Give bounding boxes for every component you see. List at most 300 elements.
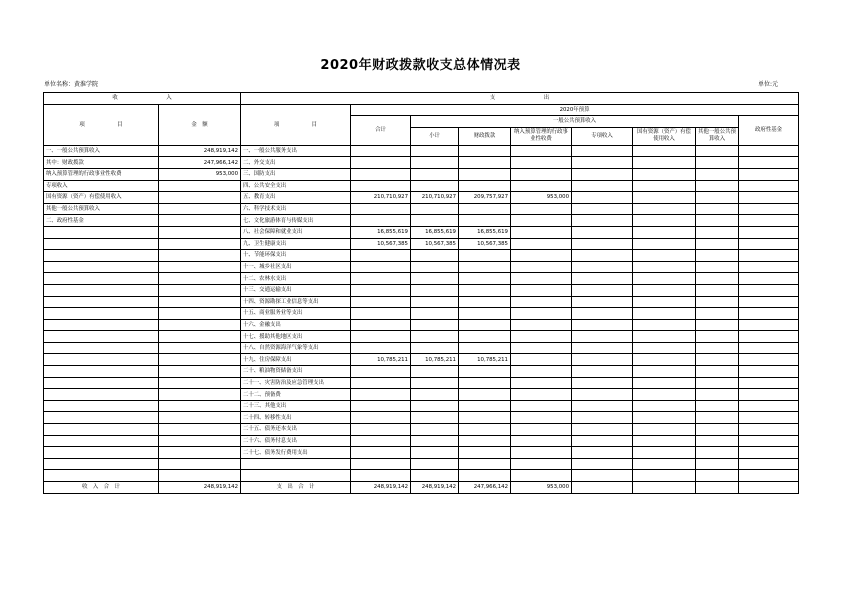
subtotal-cell — [411, 342, 459, 354]
admin-fee-cell — [511, 145, 572, 157]
state-asset-cell — [633, 238, 696, 250]
gov-fund-cell — [739, 412, 799, 424]
table-row — [44, 250, 799, 262]
total-cell — [351, 250, 411, 262]
fiscal-cell — [459, 319, 511, 331]
other-general-cell — [696, 319, 739, 331]
fiscal-cell — [459, 145, 511, 157]
special-cell — [572, 331, 633, 343]
table-row — [44, 458, 799, 470]
other-general-cell — [696, 424, 739, 436]
state-asset-cell — [633, 308, 696, 320]
admin-fee-cell — [511, 331, 572, 343]
income-amount-cell: 953,000 — [159, 168, 241, 180]
income-amount-cell — [159, 250, 241, 262]
gov-fund-cell — [739, 354, 799, 366]
state-asset-cell — [633, 377, 696, 389]
table-row — [44, 435, 799, 447]
total-cell — [351, 342, 411, 354]
table-row — [44, 331, 799, 343]
other-general-cell — [696, 273, 739, 285]
table-row — [44, 377, 799, 389]
income-item-cell — [44, 389, 159, 401]
other-general-cell — [696, 435, 739, 447]
subtotal-cell — [411, 296, 459, 308]
table-row — [44, 215, 799, 227]
other-general-cell — [696, 447, 739, 459]
fiscal-cell — [459, 308, 511, 320]
gov-fund-cell — [739, 319, 799, 331]
special-cell — [572, 447, 633, 459]
subtotal-cell — [411, 435, 459, 447]
admin-fee-cell — [511, 447, 572, 459]
special-cell — [572, 296, 633, 308]
special-cell — [572, 203, 633, 215]
total-cell — [351, 180, 411, 192]
other-general-cell — [696, 284, 739, 296]
income-item-cell — [44, 331, 159, 343]
special-cell — [572, 273, 633, 285]
fiscal-cell — [459, 273, 511, 285]
table-cell — [572, 482, 633, 494]
admin-fee-cell — [511, 435, 572, 447]
state-asset-cell — [633, 203, 696, 215]
expense-item-cell: 四、公共安全支出 — [241, 180, 351, 192]
other-general-cell — [696, 354, 739, 366]
total-cell — [351, 424, 411, 436]
table-row — [44, 261, 799, 273]
fiscal-cell: 10,785,211 — [459, 354, 511, 366]
admin-fee-cell — [511, 412, 572, 424]
fiscal-cell — [459, 377, 511, 389]
special-cell — [572, 215, 633, 227]
total-cell: 210,710,927 — [351, 192, 411, 204]
expense-item-cell: 二十五、债务还本支出 — [241, 424, 351, 436]
table-cell — [696, 482, 739, 494]
admin-fee-cell — [511, 424, 572, 436]
income-item-cell — [44, 400, 159, 412]
expense-item-cell: 二十一、灾害防治及应急管理支出 — [241, 377, 351, 389]
gov-fund-cell — [739, 447, 799, 459]
gov-fund-cell — [739, 366, 799, 378]
table-row — [44, 203, 799, 215]
unit-label: 单位:元 — [758, 81, 779, 88]
total-cell: 10,567,385 — [351, 238, 411, 250]
admin-fee-cell — [511, 342, 572, 354]
income-item-cell: 其中：财政拨款 — [44, 157, 159, 169]
expense-item-cell — [241, 458, 351, 470]
total-cell — [351, 145, 411, 157]
other-general-cell — [696, 226, 739, 238]
expense-item-cell: 十六、金融支出 — [241, 319, 351, 331]
income-item-cell — [44, 273, 159, 285]
subtotal-cell: 10,567,385 — [411, 238, 459, 250]
gov-fund-cell — [739, 458, 799, 470]
fiscal-cell — [459, 470, 511, 482]
expense-item-cell: 二、外交支出 — [241, 157, 351, 169]
total-cell — [351, 308, 411, 320]
gov-fund-cell — [739, 145, 799, 157]
state-asset-cell — [633, 296, 696, 308]
state-asset-cell — [633, 412, 696, 424]
total-cell: 10,785,211 — [351, 354, 411, 366]
subtotal-cell — [411, 273, 459, 285]
subtotal-cell — [411, 168, 459, 180]
table-row — [44, 400, 799, 412]
total-cell — [351, 458, 411, 470]
income-item-cell — [44, 447, 159, 459]
expense-item-cell: 十八、自然资源海洋气象等支出 — [241, 342, 351, 354]
subtotal-cell — [411, 250, 459, 262]
state-asset-header: 国有资源（资产）有偿使用收入 — [633, 127, 696, 145]
gov-fund-header: 政府性基金 — [739, 116, 799, 146]
gov-fund-cell — [739, 342, 799, 354]
fiscal-cell — [459, 424, 511, 436]
income-item-cell — [44, 458, 159, 470]
subtotal-cell — [411, 319, 459, 331]
total-cell: 16,855,619 — [351, 226, 411, 238]
income-amount-cell — [159, 273, 241, 285]
special-cell — [572, 424, 633, 436]
income-amount-cell — [159, 215, 241, 227]
state-asset-cell — [633, 319, 696, 331]
gov-fund-cell — [739, 389, 799, 401]
income-amount-cell — [159, 435, 241, 447]
total-cell — [351, 319, 411, 331]
table-row — [44, 192, 799, 204]
fiscal-cell — [459, 168, 511, 180]
table-row — [44, 226, 799, 238]
fiscal-cell — [459, 342, 511, 354]
total-cell — [351, 273, 411, 285]
gov-fund-cell — [739, 400, 799, 412]
state-asset-cell — [633, 226, 696, 238]
special-cell — [572, 250, 633, 262]
subtotal-cell — [411, 400, 459, 412]
income-item-cell — [44, 366, 159, 378]
income-item-cell — [44, 319, 159, 331]
subtotal-cell: 16,855,619 — [411, 226, 459, 238]
gov-fund-cell — [739, 168, 799, 180]
table-row — [44, 273, 799, 285]
total-cell — [351, 377, 411, 389]
table-row — [44, 168, 799, 180]
other-general-cell — [696, 342, 739, 354]
other-general-cell — [696, 180, 739, 192]
table-footer — [44, 482, 799, 494]
table-row — [44, 389, 799, 401]
special-cell — [572, 308, 633, 320]
income-item-cell: 一、一般公共预算收入 — [44, 145, 159, 157]
other-general-cell — [696, 168, 739, 180]
expense-total-value: 248,919,142 — [351, 482, 411, 494]
fiscal-cell — [459, 331, 511, 343]
special-cell — [572, 192, 633, 204]
income-item-header: 项 目 — [44, 104, 159, 145]
admin-fee-cell — [511, 261, 572, 273]
other-general-cell — [696, 308, 739, 320]
expense-total-label: 支 出 合 计 — [241, 482, 351, 494]
other-general-cell — [696, 238, 739, 250]
expense-item-cell: 十二、农林水支出 — [241, 273, 351, 285]
state-asset-cell — [633, 215, 696, 227]
state-asset-cell — [633, 342, 696, 354]
special-cell — [572, 238, 633, 250]
gov-fund-cell — [739, 308, 799, 320]
other-general-cell — [696, 261, 739, 273]
table-row — [44, 308, 799, 320]
other-general-cell — [696, 366, 739, 378]
income-amount-cell — [159, 192, 241, 204]
total-cell — [351, 435, 411, 447]
gov-fund-cell — [739, 331, 799, 343]
fiscal-header: 财政拨款 — [459, 127, 511, 145]
other-general-cell — [696, 192, 739, 204]
special-cell — [572, 470, 633, 482]
income-amount-cell — [159, 377, 241, 389]
expense-item-cell: 九、卫生健康支出 — [241, 238, 351, 250]
fiscal-cell — [459, 250, 511, 262]
gov-fund-cell — [739, 157, 799, 169]
gov-fund-cell — [739, 192, 799, 204]
admin-fee-cell — [511, 273, 572, 285]
state-asset-cell — [633, 284, 696, 296]
fiscal-cell — [459, 180, 511, 192]
subtotal-cell — [411, 424, 459, 436]
gov-fund-cell — [739, 296, 799, 308]
subtotal-cell — [411, 261, 459, 273]
table-row — [44, 157, 799, 169]
expense-item-cell: 十五、商业服务业等支出 — [241, 308, 351, 320]
subtotal-cell — [411, 447, 459, 459]
table-cell — [739, 482, 799, 494]
special-cell — [572, 458, 633, 470]
state-asset-cell — [633, 261, 696, 273]
state-asset-cell — [633, 424, 696, 436]
expense-item-cell: 七、文化旅游体育与传媒支出 — [241, 215, 351, 227]
total-cell — [351, 215, 411, 227]
total-cell — [351, 447, 411, 459]
table-header — [44, 93, 799, 146]
special-cell — [572, 284, 633, 296]
total-cell — [351, 331, 411, 343]
special-cell — [572, 145, 633, 157]
gov-fund-cell — [739, 203, 799, 215]
admin-fee-cell — [511, 226, 572, 238]
table-row — [44, 238, 799, 250]
other-general-cell — [696, 215, 739, 227]
state-asset-cell — [633, 366, 696, 378]
total-cell — [351, 157, 411, 169]
income-amount-cell — [159, 342, 241, 354]
gov-fund-cell — [739, 470, 799, 482]
income-amount-cell — [159, 400, 241, 412]
total-cell — [351, 389, 411, 401]
subtotal-header: 小计 — [411, 127, 459, 145]
state-asset-cell — [633, 400, 696, 412]
other-general-cell — [696, 157, 739, 169]
total-cell — [351, 366, 411, 378]
special-cell — [572, 412, 633, 424]
admin-fee-cell — [511, 238, 572, 250]
income-item-cell — [44, 470, 159, 482]
fiscal-cell — [459, 447, 511, 459]
special-cell — [572, 435, 633, 447]
other-general-cell — [696, 145, 739, 157]
expense-item-cell: 二十七、债务发行费用支出 — [241, 447, 351, 459]
income-item-cell — [44, 308, 159, 320]
subtotal-cell — [411, 284, 459, 296]
income-item-cell — [44, 284, 159, 296]
fiscal-cell — [459, 400, 511, 412]
table-row — [44, 354, 799, 366]
income-amount-cell — [159, 447, 241, 459]
special-cell — [572, 180, 633, 192]
income-amount-cell — [159, 308, 241, 320]
admin-fee-header: 纳入预算管理的行政事业性收费 — [511, 127, 572, 145]
other-general-cell — [696, 470, 739, 482]
admin-fee-cell — [511, 180, 572, 192]
total-header: 合计 — [351, 116, 411, 146]
admin-fee-cell — [511, 377, 572, 389]
state-asset-cell — [633, 389, 696, 401]
fiscal-cell — [459, 203, 511, 215]
admin-fee-cell — [511, 470, 572, 482]
income-item-cell: 专项收入 — [44, 180, 159, 192]
other-general-cell — [696, 377, 739, 389]
subtotal-cell — [411, 180, 459, 192]
gov-fund-cell — [739, 238, 799, 250]
subtotal-cell — [411, 389, 459, 401]
income-item-cell — [44, 435, 159, 447]
subtotal-cell — [411, 412, 459, 424]
admin-fee-cell — [511, 366, 572, 378]
expense-item-cell: 十九、住房保障支出 — [241, 354, 351, 366]
income-amount-cell — [159, 319, 241, 331]
income-amount-cell: 248,919,142 — [159, 145, 241, 157]
admin-fee-cell — [511, 354, 572, 366]
subtotal-cell — [411, 331, 459, 343]
subtotal-cell: 10,785,211 — [411, 354, 459, 366]
subtotal-cell — [411, 470, 459, 482]
income-item-cell — [44, 250, 159, 262]
income-item-cell — [44, 354, 159, 366]
subtotal-cell — [411, 308, 459, 320]
expense-admin-fee-value: 953,000 — [511, 482, 572, 494]
admin-fee-cell: 953,000 — [511, 192, 572, 204]
fiscal-cell: 10,567,385 — [459, 238, 511, 250]
fiscal-cell — [459, 458, 511, 470]
total-cell — [351, 284, 411, 296]
table-row — [44, 412, 799, 424]
admin-fee-cell — [511, 168, 572, 180]
income-item-cell — [44, 238, 159, 250]
subtotal-cell — [411, 215, 459, 227]
state-asset-cell — [633, 168, 696, 180]
other-general-cell — [696, 400, 739, 412]
income-item-cell — [44, 342, 159, 354]
fiscal-cell: 16,855,619 — [459, 226, 511, 238]
fiscal-cell — [459, 296, 511, 308]
income-amount-cell — [159, 412, 241, 424]
expense-item-cell: 五、教育支出 — [241, 192, 351, 204]
expense-item-cell: 二十六、债务付息支出 — [241, 435, 351, 447]
fiscal-cell — [459, 215, 511, 227]
admin-fee-cell — [511, 203, 572, 215]
income-amount-cell — [159, 203, 241, 215]
gov-fund-cell — [739, 180, 799, 192]
income-amount-cell — [159, 470, 241, 482]
income-item-cell — [44, 424, 159, 436]
table-row — [44, 447, 799, 459]
table-row — [44, 424, 799, 436]
state-asset-cell — [633, 458, 696, 470]
income-amount-cell — [159, 180, 241, 192]
gov-fund-cell — [739, 377, 799, 389]
table-row — [44, 145, 799, 157]
income-total-label: 收 入 合 计 — [44, 482, 159, 494]
fiscal-cell — [459, 389, 511, 401]
special-header: 专项收入 — [572, 127, 633, 145]
expense-item-cell: 一、一般公共服务支出 — [241, 145, 351, 157]
total-cell — [351, 168, 411, 180]
income-amount-cell — [159, 354, 241, 366]
income-item-cell: 其他一般公共预算收入 — [44, 203, 159, 215]
income-header: 收 入 — [44, 93, 241, 105]
admin-fee-cell — [511, 284, 572, 296]
gov-fund-cell — [739, 273, 799, 285]
gov-fund-cell — [739, 261, 799, 273]
special-cell — [572, 377, 633, 389]
income-amount-cell — [159, 366, 241, 378]
subtotal-cell — [411, 203, 459, 215]
table-cell — [633, 482, 696, 494]
total-cell — [351, 400, 411, 412]
expense-item-cell — [241, 470, 351, 482]
admin-fee-cell — [511, 250, 572, 262]
state-asset-cell — [633, 180, 696, 192]
expense-item-cell: 六、科学技术支出 — [241, 203, 351, 215]
income-item-cell — [44, 296, 159, 308]
state-asset-cell — [633, 447, 696, 459]
gov-fund-cell — [739, 215, 799, 227]
state-asset-cell — [633, 145, 696, 157]
state-asset-cell — [633, 354, 696, 366]
special-cell — [572, 366, 633, 378]
expense-header: 支 出 — [241, 93, 799, 105]
income-amount-cell — [159, 284, 241, 296]
subtotal-cell — [411, 458, 459, 470]
table-row — [44, 180, 799, 192]
special-cell — [572, 354, 633, 366]
expense-item-cell: 二十二、预备费 — [241, 389, 351, 401]
income-item-cell: 国有资源（资产）有偿使用收入 — [44, 192, 159, 204]
expense-fiscal-value: 247,966,142 — [459, 482, 511, 494]
total-cell — [351, 470, 411, 482]
expense-item-cell: 十三、交通运输支出 — [241, 284, 351, 296]
gov-fund-cell — [739, 435, 799, 447]
special-cell — [572, 226, 633, 238]
income-amount-cell — [159, 458, 241, 470]
subtotal-cell — [411, 157, 459, 169]
other-general-cell — [696, 389, 739, 401]
expense-item-cell: 八、社会保障和就业支出 — [241, 226, 351, 238]
other-general-cell — [696, 458, 739, 470]
total-cell — [351, 412, 411, 424]
table-row — [44, 470, 799, 482]
gov-fund-cell — [739, 424, 799, 436]
income-amount-cell — [159, 424, 241, 436]
